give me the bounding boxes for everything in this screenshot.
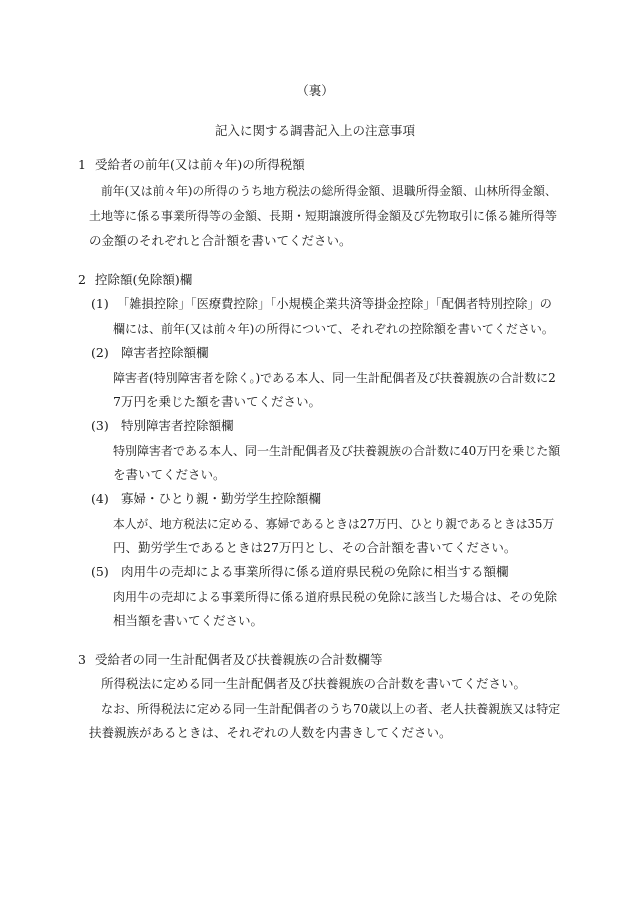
section-1-number: 1: [78, 157, 86, 172]
section-1-line-3: の金額のそれぞれと合計額を書いてください。: [89, 233, 352, 248]
section-2-number: 2: [78, 272, 86, 287]
item-5-number: (5): [91, 564, 109, 579]
section-3-heading: 受給者の同一生計配偶者及び扶養親族の合計数欄等: [95, 652, 383, 667]
item-4-heading: 寡婦・ひとり親・勤労学生控除額欄: [121, 491, 322, 506]
item-4-line-2: 円、勤労学生であるときは27万円とし、その合計額を書いてください。: [113, 540, 517, 555]
document-title: 記入に関する調書記入上の注意事項: [214, 123, 415, 138]
item-2-heading: 障害者控除額欄: [121, 345, 209, 360]
section-3-line-2: なお、所得税法に定める同一生計配偶者のうち70歳以上の者、老人扶養親族又は特定: [101, 702, 561, 716]
item-1-line-1: 「雑損控除」「医療費控除」「小規模企業共済等掛金控除」「配偶者特別控除」の: [117, 297, 552, 311]
section-1-line-1: 前年(又は前々年)の所得のうち地方税法の総所得金額、退職所得金額、山林所得金額、: [101, 184, 557, 198]
page-side-label: （裏）: [296, 83, 334, 98]
section-1-line-2: 土地等に係る事業所得等の金額、長期・短期譲渡所得金額及び先物取引に係る雑所得等: [89, 209, 558, 223]
item-2-line-1: 障害者(特別障害者を除く。)である本人、同一生計配偶者及び扶養親族の合計数に2: [113, 371, 556, 385]
item-3-heading: 特別障害者控除額欄: [121, 418, 234, 433]
item-3-number: (3): [91, 418, 109, 433]
item-3-line-2: を書いてください。: [113, 467, 226, 482]
item-2-number: (2): [91, 345, 109, 360]
item-4-number: (4): [91, 491, 109, 506]
item-1-line-2: 欄には、前年(又は前々年)の所得について、それぞれの控除額を書いてください。: [113, 322, 554, 336]
item-2-line-2: 7万円を乗じた額を書いてください。: [113, 394, 321, 409]
item-1-number: (1): [91, 296, 109, 311]
item-5-heading: 肉用牛の売却による事業所得に係る道府県民税の免除に相当する額欄: [121, 564, 509, 579]
section-1-heading: 受給者の前年(又は前々年)の所得税額: [95, 157, 305, 172]
section-3-number: 3: [78, 652, 86, 667]
section-3-line-1: 所得税法に定める同一生計配偶者及び扶養親族の合計数を書いてください。: [101, 676, 527, 691]
item-5-line-2: 相当額を書いてください。: [113, 613, 264, 628]
section-2-heading: 控除額(免除額)欄: [95, 272, 193, 287]
section-3-line-3: 扶養親族があるときは、それぞれの人数を内書きしてください。: [89, 725, 452, 740]
item-5-line-1: 肉用牛の売却による事業所得に係る道府県民税の免除に該当した場合は、その免除: [113, 590, 558, 604]
item-3-line-1: 特別障害者である本人、同一生計配偶者及び扶養親族の合計数に40万円を乗じた額: [113, 444, 561, 458]
item-4-line-1: 本人が、地方税法に定める、寡婦であるときは27万円、ひとり親であるときは35万: [113, 517, 555, 531]
